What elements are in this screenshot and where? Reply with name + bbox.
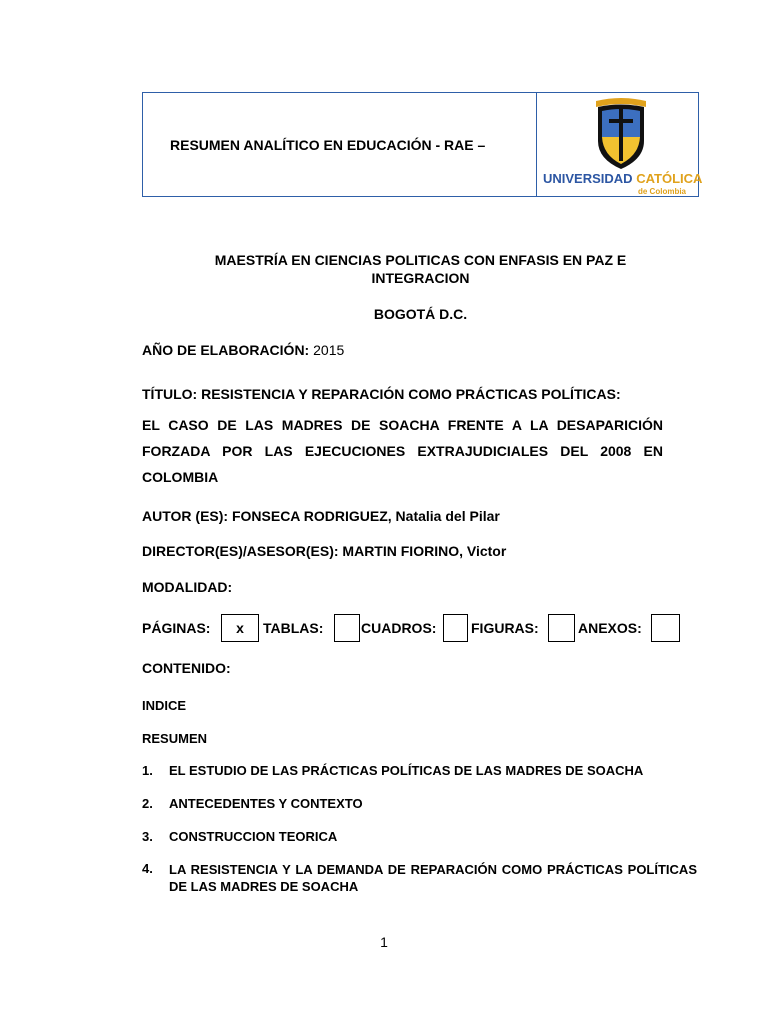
logo-subtitle: de Colombia <box>638 187 687 196</box>
program-line2: INTEGRACION <box>371 270 470 286</box>
figuras-label: FIGURAS: <box>471 620 539 636</box>
title-body: EL CASO DE LAS MADRES DE SOACHA FRENTE A LA DESAPARICIÓN FORZADA POR LAS EJECUCIONES EXTRAJUDICIALES DEL 2008 EN COLOMBIA <box>142 417 663 485</box>
list-item-number: 4. <box>142 861 153 876</box>
logo-word-universidad: UNIVERSIDAD <box>543 171 633 186</box>
director: DIRECTOR(ES)/ASESOR(ES): MARTIN FIORINO, Victor <box>142 543 507 559</box>
rae-title: RESUMEN ANALÍTICO EN EDUCACIÓN - RAE – <box>170 137 486 153</box>
resumen-heading: RESUMEN <box>142 731 208 746</box>
list-item-number: 3. <box>142 829 153 844</box>
year-value: 2015 <box>313 342 345 358</box>
paginas-box: x <box>221 614 259 642</box>
author: AUTOR (ES): FONSECA RODRIGUEZ, Natalia del Pilar <box>142 508 500 524</box>
rae-header-table <box>142 92 703 197</box>
contenido-heading: CONTENIDO: <box>142 660 231 676</box>
list-item-number: 1. <box>142 763 153 778</box>
tablas-label: TABLAS: <box>263 620 324 636</box>
indice-heading: INDICE <box>142 698 187 713</box>
header-divider <box>536 93 537 196</box>
title-line1: TÍTULO: RESISTENCIA Y REPARACIÓN COMO PRÁCTICAS POLÍTICAS: <box>142 386 621 402</box>
city: BOGOTÁ D.C. <box>373 306 468 322</box>
list-item-number: 2. <box>142 796 153 811</box>
year-field <box>142 342 344 358</box>
year-label: AÑO DE ELABORACIÓN: <box>142 342 310 358</box>
list-item: ANTECEDENTES Y CONTEXTO <box>169 796 363 811</box>
list-item: LA RESISTENCIA Y LA DEMANDA DE REPARACIÓN COMO PRÁCTICAS POLÍTICAS DE LAS MADRES DE SOACHA <box>169 862 697 894</box>
cuadros-box <box>443 614 468 642</box>
list-item: CONSTRUCCION TEORICA <box>169 829 338 844</box>
modalidad: MODALIDAD: <box>142 579 233 595</box>
figuras-box <box>548 614 575 642</box>
university-logo <box>543 97 703 196</box>
anexos-label: ANEXOS: <box>578 620 642 636</box>
page-number: 1 <box>380 934 388 950</box>
logo-wordmark <box>543 171 703 186</box>
tablas-box <box>334 614 360 642</box>
list-item: EL ESTUDIO DE LAS PRÁCTICAS POLÍTICAS DE LAS MADRES DE SOACHA <box>169 763 644 778</box>
program-line1: MAESTRÍA EN CIENCIAS POLITICAS CON ENFASIS EN PAZ E <box>214 252 627 268</box>
anexos-box <box>651 614 680 642</box>
shield-crest-icon <box>543 97 699 171</box>
cuadros-label: CUADROS: <box>361 620 437 636</box>
paginas-label: PÁGINAS: <box>142 620 211 636</box>
logo-word-catolica: CATÓLICA <box>636 171 703 186</box>
